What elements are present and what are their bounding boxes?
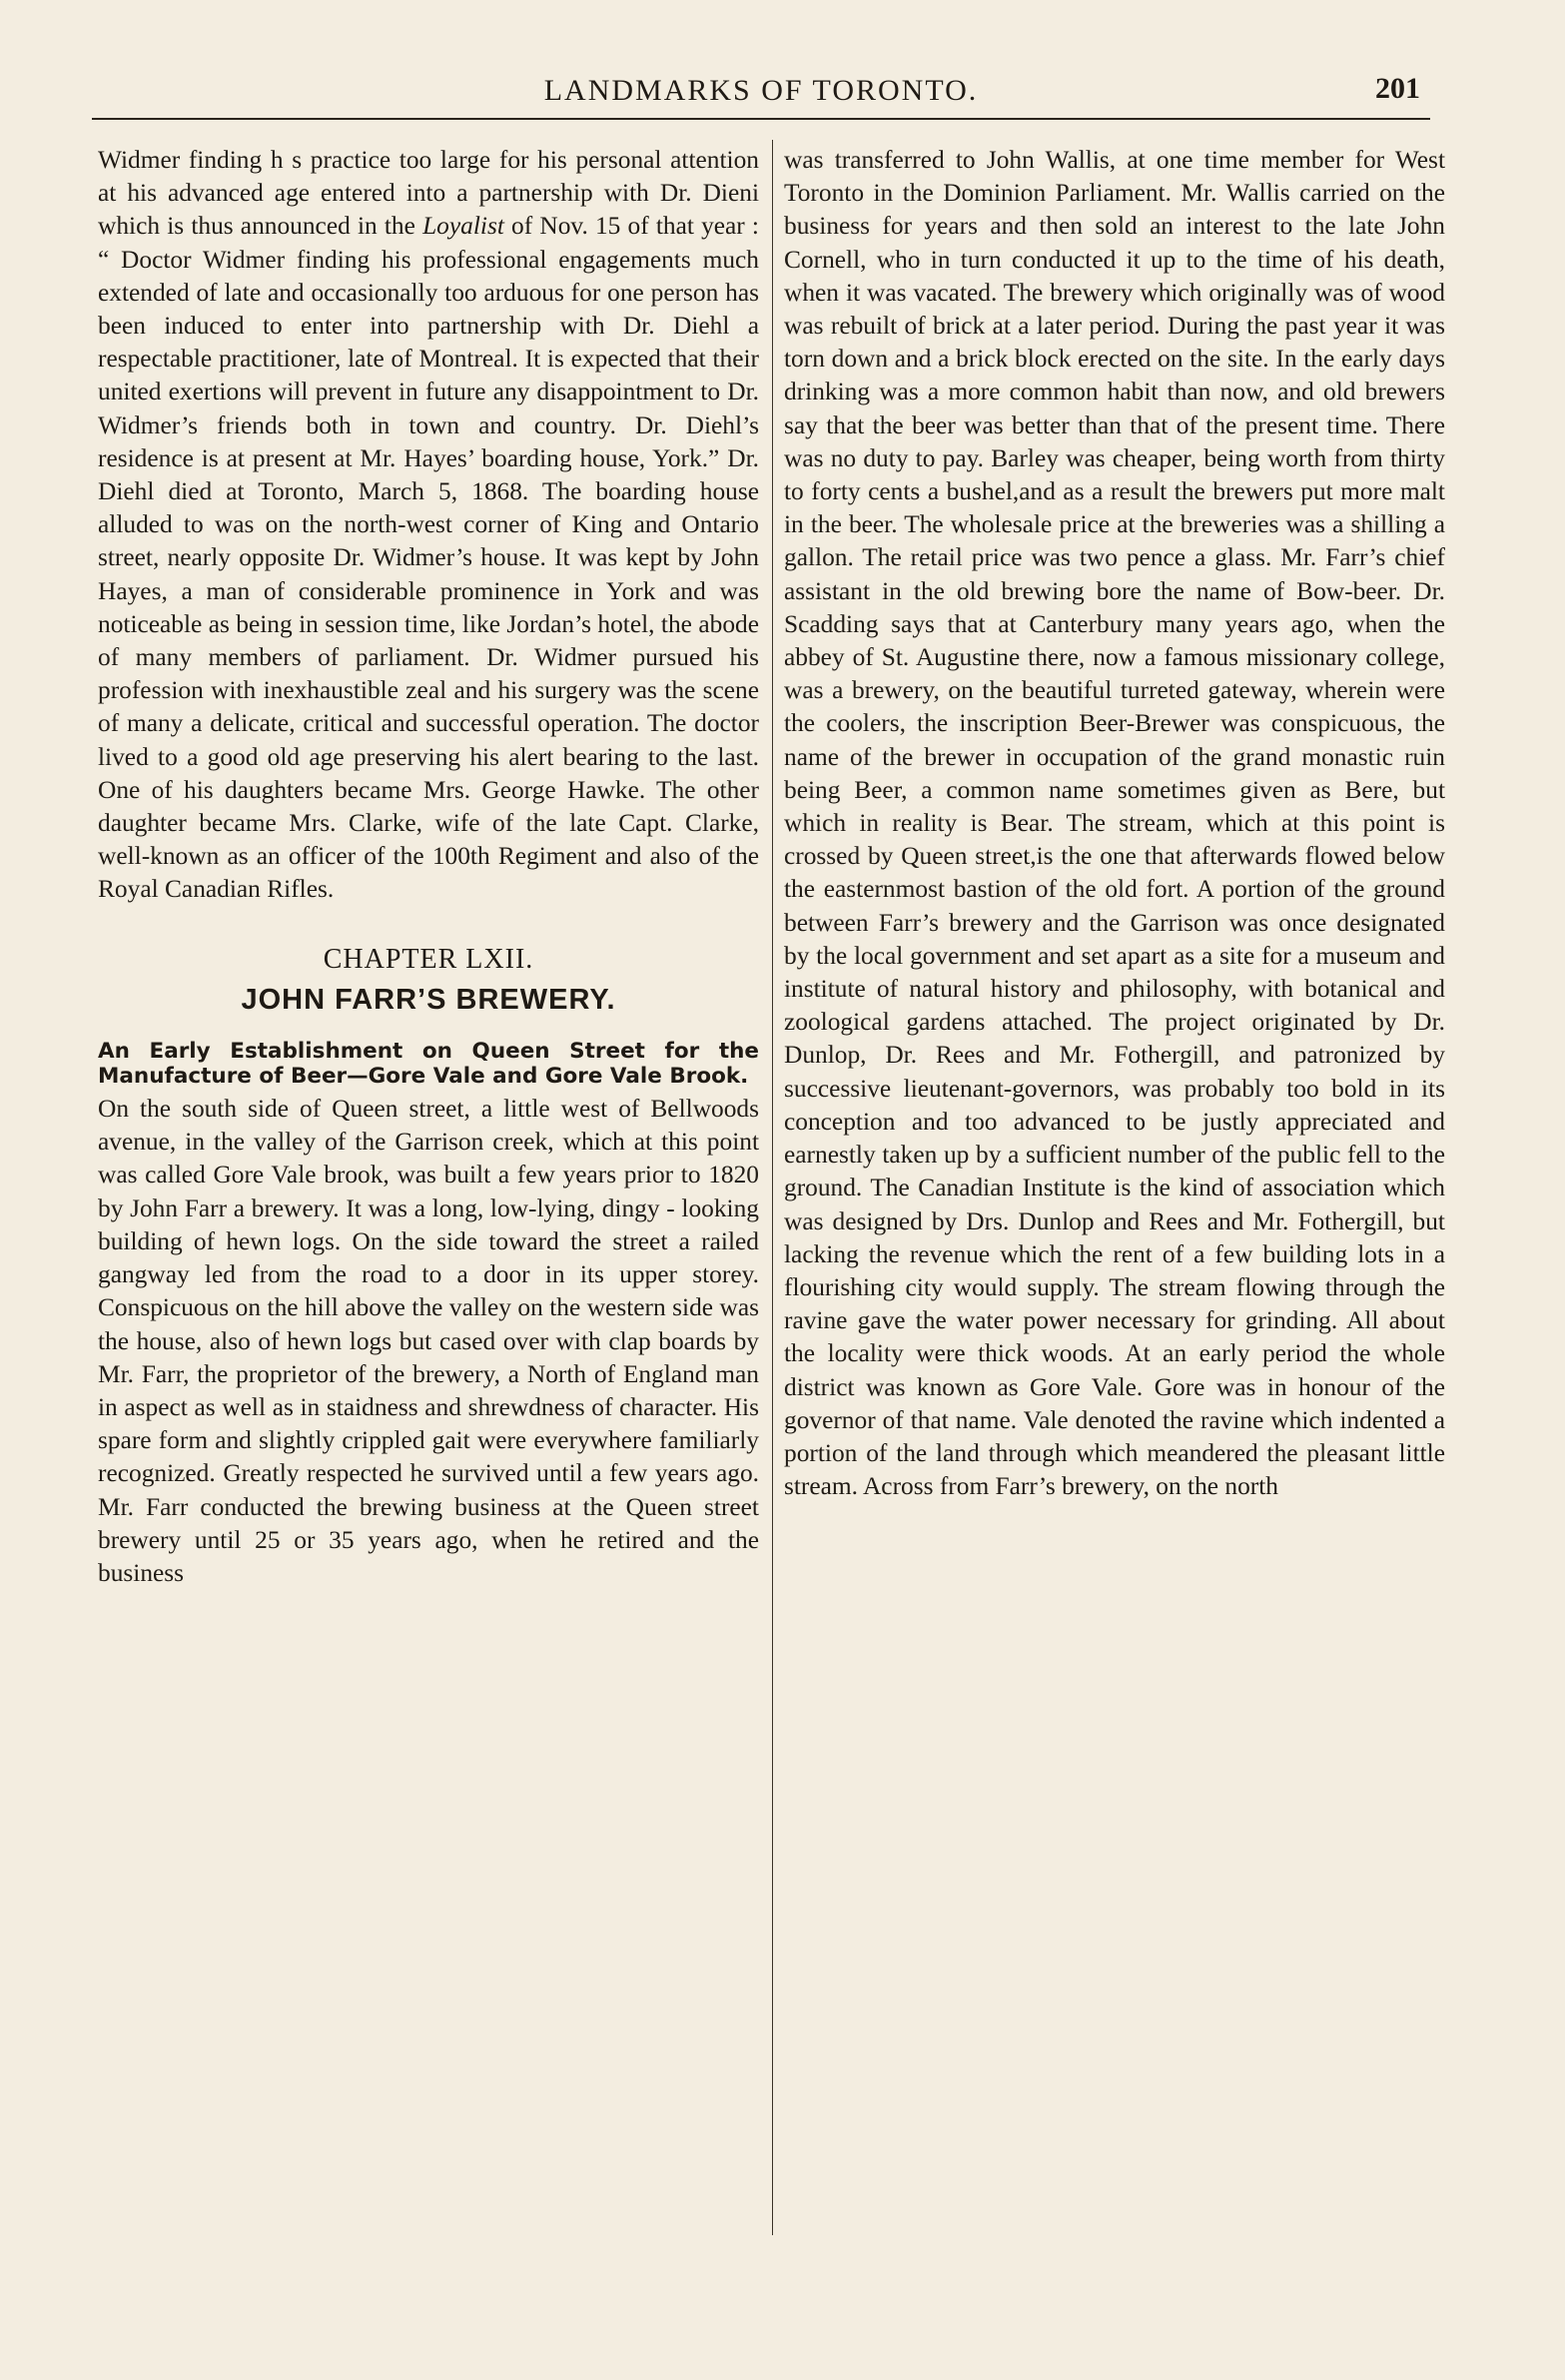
left-column: [98, 144, 759, 1590]
running-title: LANDMARKS OF TORONTO.: [543, 74, 979, 107]
chapter-number: CHAPTER LXII.: [323, 943, 534, 975]
paragraph-farr-brewery: On the south side of Queen street, a little west of Bellwoods avenue, in the valley of the Garrison creek, which at this point was called Gore Vale brook, was built a few years prior to 1820 by John Farr a brewery. It was a long, low-lying, dingy - looking building of hewn logs. On the side toward the street a railed gangway led from the road to a door in its upper storey. Conspicuous on the hill above the valley on the western side was the house, also of hewn logs but cased over with clap boards by Mr. Farr, the proprietor of the brewery, a North of England man in aspect as well as in staidness and shrewdness of character. His spare form and slightly crippled gait were everywhere familiarly recognized. Greatly respected he survived until a few years ago. Mr. Farr conducted the brewing business at the Queen street brewery until 25 or 35 years ago, when he retired and the business: [98, 1095, 759, 1587]
running-header: [92, 70, 1430, 120]
right-column: [784, 144, 1445, 1503]
loyalist-title: Loyalist: [422, 212, 504, 241]
chapter-title: JOHN FARR’S BREWERY.: [241, 983, 616, 1016]
column-divider: [772, 140, 773, 2235]
paragraph-widmer-text-a: Widmer finding h s practice too large for his personal attention at his advanced age entered into a partnership with Dr. Dieni which is thus announced in the: [98, 146, 759, 241]
paragraph-widmer-text-b: of Nov. 15 of that year : “ Doctor Widmer finding his professional engagements much extended of late and occasionally too arduous for one person has been induced to enter into partnership with Dr. Diehl a respectable practitioner, late of Montreal. It is expected that their united exertions will prevent in future any disappointment to Dr. Widmer’s friends both in town and country. Dr. Diehl’s residence is at present at Mr. Hayes’ boarding house, York.” Dr. Diehl died at Toronto, March 5, 1868. The boarding house alluded to was on the north-west corner of King and Ontario street, nearly opposite Dr. Widmer’s house. It was kept by John Hayes, a man of considerable prominence in York and was noticeable as being in session time, like Jordan’s hotel, the abode of many members of parliament. Dr. Widmer pursued his profession with inexhaustible zeal and his surgery was the scene of many a delicate, critical and successful operation. The doctor lived to a good old age preserving his alert bearing to the last. One of his daughters became Mrs. George Hawke. The other daughter became Mrs. Clarke, wife of the late Capt. Clarke, well-known as an officer of the 100th Regiment and also of the Royal Canadian Rifles.: [98, 212, 759, 904]
page-number: 201: [1375, 72, 1420, 105]
paragraph-wallis-continuation: was transferred to John Wallis, at one time member for West Toronto in the Dominion Parliament. Mr. Wallis carried on the business for years and then sold an interest to the late John Cornell, who in turn conducted it up to the time of his death, when it was vacated. The brewery which originally was of wood was rebuilt of brick at a later period. During the past year it was torn down and a brick block erected on the site. In the early days drinking was a more common habit than now, and old brewers say that the beer was better than that of the present time. There was no duty to pay. Barley was cheaper, being worth from thirty to forty cents a bushel,and as a result the brewers put more malt in the beer. The wholesale price at the breweries was a shilling a gallon. The retail price was two pence a glass. Mr. Farr’s chief assistant in the old brewing bore the name of Bow-beer. Dr. Scadding says that at Canterbury many years ago, when the abbey of St. Augustine there, now a famous missionary college, was a brewery, on the beautiful turreted gateway, wherein were the coolers, the inscription Beer-Brewer was conspicuous, the name of the brewer in occupation of the grand monastic ruin being Beer, a common name sometimes given as Bere, but which in reality is Bear. The stream, which at this point is crossed by Queen street,is the one that afterwards flowed below the easternmost bastion of the old fort. A portion of the ground between Farr’s brewery and the Garrison was once designated by the local government and set apart as a site for a museum and institute of natural history and philosophy, with botanical and zoological gardens attached. The project originated by Dr. Dunlop, Dr. Rees and Mr. Fothergill, and patronized by successive lieutenant-governors, was probably too bold in its conception and too advanced to be justly appreciated and earnestly taken up by a sufficient number of the public fell to the ground. The Canadian Institute is the kind of association which was designed by Drs. Dunlop and Rees and Mr. Fothergill, but lacking the revenue which the rent of a few building lots in a flourishing city would supply. The stream flowing through the ravine gave the water power necessary for grinding. All about the locality were thick woods. At an early period the whole district was known as Gore Vale. Gore was in honour of the governor of that name. Vale denoted the ravine which indented a portion of the land through which meandered the pleasant little stream. Across from Farr’s brewery, on the north: [784, 146, 1445, 1501]
paragraph-widmer: [98, 144, 759, 907]
chapter-subheading: An Early Establishment on Queen Street for the Manufacture of Beer—Gore Vale and Gore Vale Brook.: [98, 1039, 759, 1090]
